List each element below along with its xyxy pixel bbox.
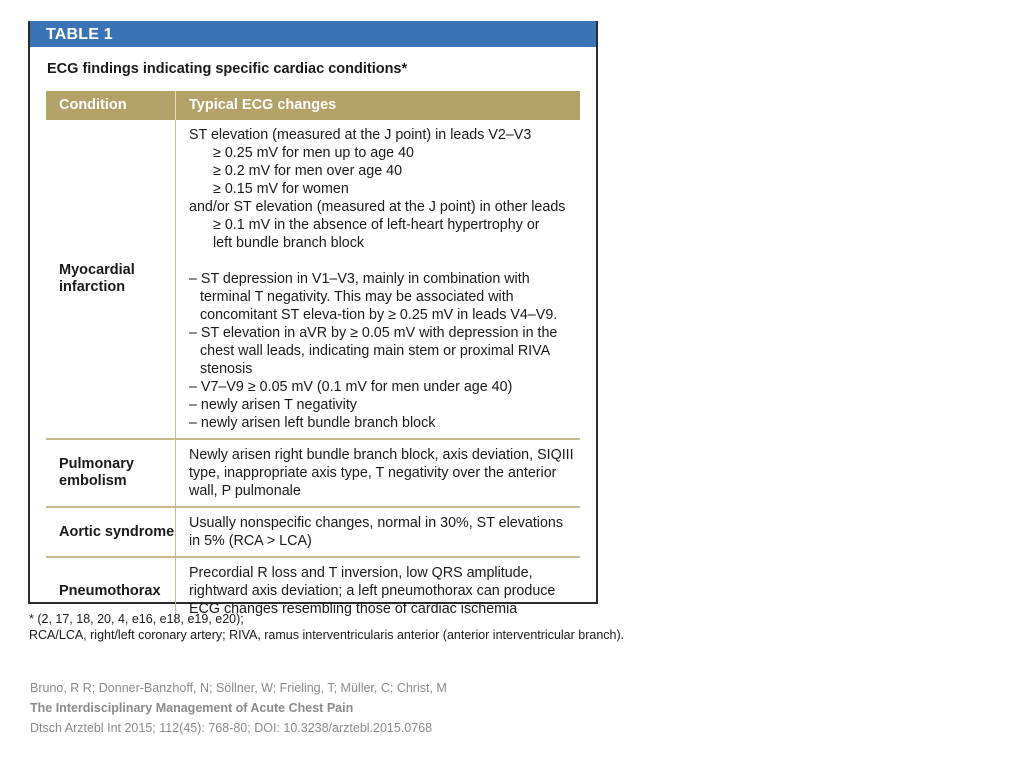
- ecg-line: ≥ 0.15 mV for women: [213, 181, 349, 197]
- footnote-abbreviations: RCA/LCA, right/left coronary artery; RIVA, ramus interventricularis anterior (anterior interventricular branch).: [29, 628, 625, 642]
- ecg-table: [28, 21, 598, 617]
- ecg-line: – ST elevation in aVR by ≥ 0.05 mV with depression in the chest wall leads, indicating main stem or proximal RIVA stenosis: [189, 325, 558, 377]
- table-grid: [46, 91, 580, 624]
- table-row-myocardial-infarction: [46, 120, 580, 440]
- table-row-pulmonary-embolism: [46, 440, 580, 508]
- changes-cell: [176, 120, 580, 438]
- header-changes: Typical ECG changes: [189, 97, 337, 113]
- ecg-line: – newly arisen T negativity: [189, 397, 357, 413]
- changes-cell: Newly arisen right bundle branch block, axis deviation, SIQIII type, inappropriate axis type, T negativity over the anterior wall, P pulmonale: [189, 447, 574, 499]
- condition-line: Pneumothorax: [59, 582, 161, 599]
- ecg-line: – newly arisen left bundle branch block: [189, 415, 436, 431]
- ecg-line: and/or ST elevation (measured at the J point) in other leads: [189, 199, 566, 215]
- header-condition: Condition: [46, 91, 176, 120]
- table-footnotes: [29, 611, 624, 643]
- table-caption: ECG findings indicating specific cardiac conditions*: [47, 61, 408, 77]
- changes-cell: Precordial R loss and T inversion, low QRS amplitude, rightward axis deviation; a left pneumothorax can produce ECG changes resembling those of cardiac ischemia: [189, 565, 556, 617]
- table-row-aortic-syndrome: [46, 508, 580, 558]
- table-header-row: [46, 91, 580, 120]
- citation: [30, 678, 447, 738]
- condition-cell: [46, 440, 176, 506]
- condition-line: embolism: [59, 473, 127, 489]
- footnote-references: * (2, 17, 18, 20, 4, e16, e18, e19, e20);: [29, 612, 244, 626]
- table-label: TABLE 1: [30, 21, 596, 47]
- ecg-line: ≥ 0.2 mV for men over age 40: [213, 163, 403, 179]
- condition-cell: [46, 120, 176, 438]
- ecg-line: – ST depression in V1–V3, mainly in combination with terminal T negativity. This may be associated with concomitant ST eleva-tion by ≥ 0.25 mV in leads V4–V9.: [189, 271, 558, 323]
- changes-cell: Usually nonspecific changes, normal in 30%, ST elevations in 5% (RCA > LCA): [189, 515, 564, 549]
- condition-line: Pulmonary: [59, 456, 134, 472]
- condition-cell: [46, 508, 176, 556]
- condition-line: Myocardial: [59, 262, 135, 278]
- citation-title: The Interdisciplinary Management of Acute Chest Pain: [30, 701, 354, 715]
- ecg-line: ST elevation (measured at the J point) in leads V2–V3: [189, 127, 532, 143]
- condition-line: infarction: [59, 279, 126, 295]
- ecg-line: ≥ 0.25 mV for men up to age 40: [213, 145, 414, 161]
- condition-line: Aortic syndrome: [59, 523, 175, 540]
- ecg-line: ≥ 0.1 mV in the absence of left-heart hypertrophy or left bundle branch block: [213, 217, 540, 251]
- ecg-line: – V7–V9 ≥ 0.05 mV (0.1 mV for men under age 40): [189, 379, 513, 395]
- citation-authors: Bruno, R R; Donner-Banzhoff, N; Söllner, W; Frieling, T; Müller, C; Christ, M: [30, 681, 447, 695]
- citation-source: Dtsch Arztebl Int 2015; 112(45): 768-80; DOI: 10.3238/arztebl.2015.0768: [30, 721, 433, 735]
